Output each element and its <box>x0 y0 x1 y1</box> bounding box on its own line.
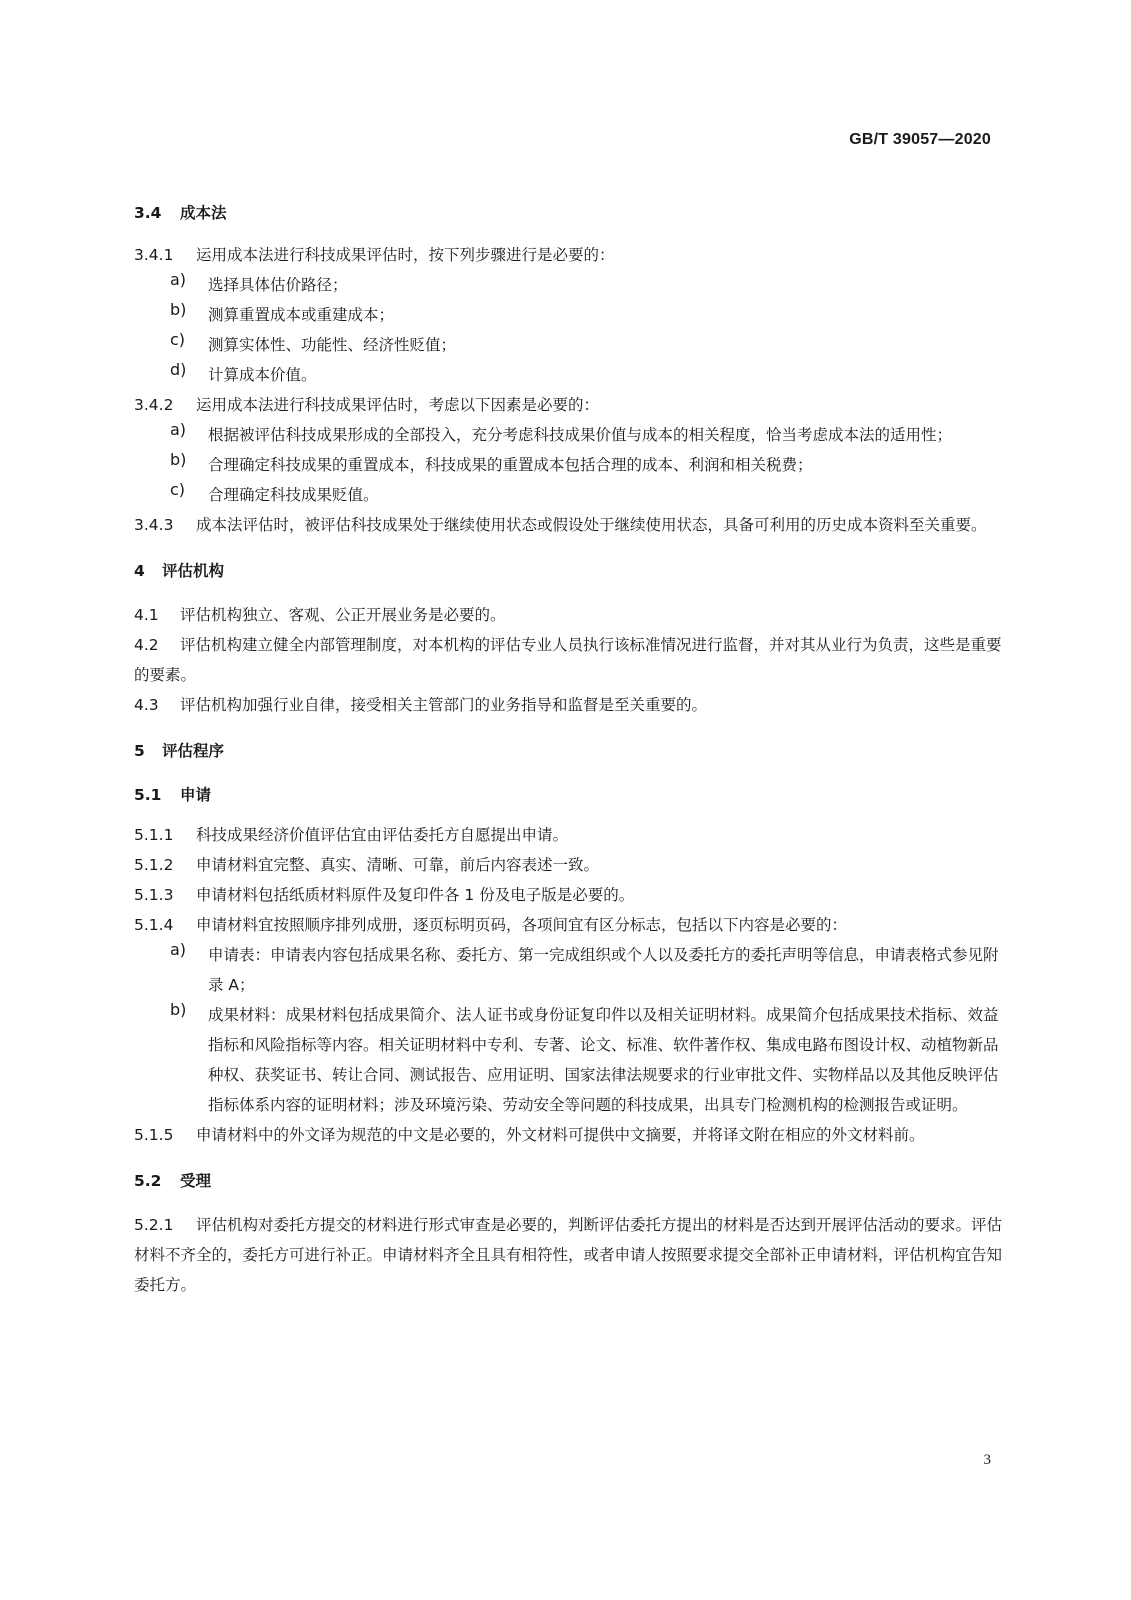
section-heading-3-4: 3.4 成本法 <box>134 204 227 222</box>
clause-3-4-3: 3.4.3 成本法评估时，被评估科技成果处于继续使用状态或假设处于继续使用状态，具备可利用的历史成本资料至关重要。 <box>134 516 987 534</box>
clause-4-1: 4.1 评估机构独立、客观、公正开展业务是必要的。 <box>134 606 506 624</box>
list-item: a) 根据被评估科技成果形成的全部投入，充分考虑科技成果价值与成本的相关程度，恰当考虑成本法的适用性； <box>170 420 953 444</box>
section-heading-5-1: 5.1 申请 <box>134 786 212 804</box>
clause-4-2: 4.2 评估机构建立健全内部管理制度，对本机构的评估专业人员执行该标准情况进行监督，并对其从业行为负责，这些是重要的要素。 <box>134 636 1002 684</box>
clause-3-4-1: 3.4.1 运用成本法进行科技成果评估时，按下列步骤进行是必要的： <box>134 246 615 264</box>
clause-5-1-3: 5.1.3 申请材料包括纸质材料原件及复印件各 1 份及电子版是必要的。 <box>134 886 635 904</box>
clause-3-4-2: 3.4.2 运用成本法进行科技成果评估时，考虑以下因素是必要的： <box>134 396 600 414</box>
clause-5-1-5: 5.1.5 申请材料中的外文译为规范的中文是必要的，外文材料可提供中文摘要，并将译文附在相应的外文材料前。 <box>134 1126 925 1144</box>
section-heading-5: 5 评估程序 <box>134 742 225 760</box>
list-item: c) 测算实体性、功能性、经济性贬值； <box>170 330 457 354</box>
section-heading-4: 4 评估机构 <box>134 562 225 580</box>
list-item: c) 合理确定科技成果贬值。 <box>170 480 379 504</box>
list-item: b) 测算重置成本或重建成本； <box>170 300 395 324</box>
standard-code: GB/T 39057—2020 <box>849 131 991 148</box>
document-body <box>134 198 1002 1300</box>
clause-5-2-1: 5.2.1 评估机构对委托方提交的材料进行形式审查是必要的，判断评估委托方提出的材料是否达到开展评估活动的要求。评估材料不齐全的，委托方可进行补正。申请材料齐全且具有相符性，或者申请人按照要求提交全部补正申请材料，评估机构宜告知委托方。 <box>134 1216 1003 1294</box>
list-item: b) 合理确定科技成果的重置成本，科技成果的重置成本包括合理的成本、利润和相关税费； <box>170 450 813 474</box>
list-item: a) 选择具体估价路径； <box>170 270 348 294</box>
clause-5-1-2: 5.1.2 申请材料宜完整、真实、清晰、可靠，前后内容表述一致。 <box>134 856 600 874</box>
page-number: 3 <box>983 1452 991 1468</box>
clause-4-3: 4.3 评估机构加强行业自律，接受相关主管部门的业务指导和监督是至关重要的。 <box>134 696 708 714</box>
list-item: d) 计算成本价值。 <box>170 360 317 384</box>
list-item: b) 成果材料：成果材料包括成果简介、法人证书或身份证复印件以及相关证明材料。成果简介包括成果技术指标、效益指标和风险指标等内容。相关证明材料中专利、专著、论文、标准、软件著作权、集成电路布图设计权、动植物新品种权、获奖证书、转让合同、测试报告、应用证明、国家法律法规要求的行业审批文件、实物样品以及其他反映评估指标体系内容的证明材料；涉及环境污染、劳动安全等问题的科技成果，出具专门检测机构的检测报告或证明。 <box>170 1000 999 1114</box>
list-item: a) 申请表：申请表内容包括成果名称、委托方、第一完成组织或个人以及委托方的委托声明等信息，申请表格式参见附录 A； <box>170 940 999 994</box>
clause-5-1-4: 5.1.4 申请材料宜按照顺序排列成册，逐页标明页码，各项间宜有区分标志，包括以下内容是必要的： <box>134 916 848 934</box>
clause-5-1-1: 5.1.1 科技成果经济价值评估宜由评估委托方自愿提出申请。 <box>134 826 569 844</box>
section-heading-5-2: 5.2 受理 <box>134 1172 212 1190</box>
